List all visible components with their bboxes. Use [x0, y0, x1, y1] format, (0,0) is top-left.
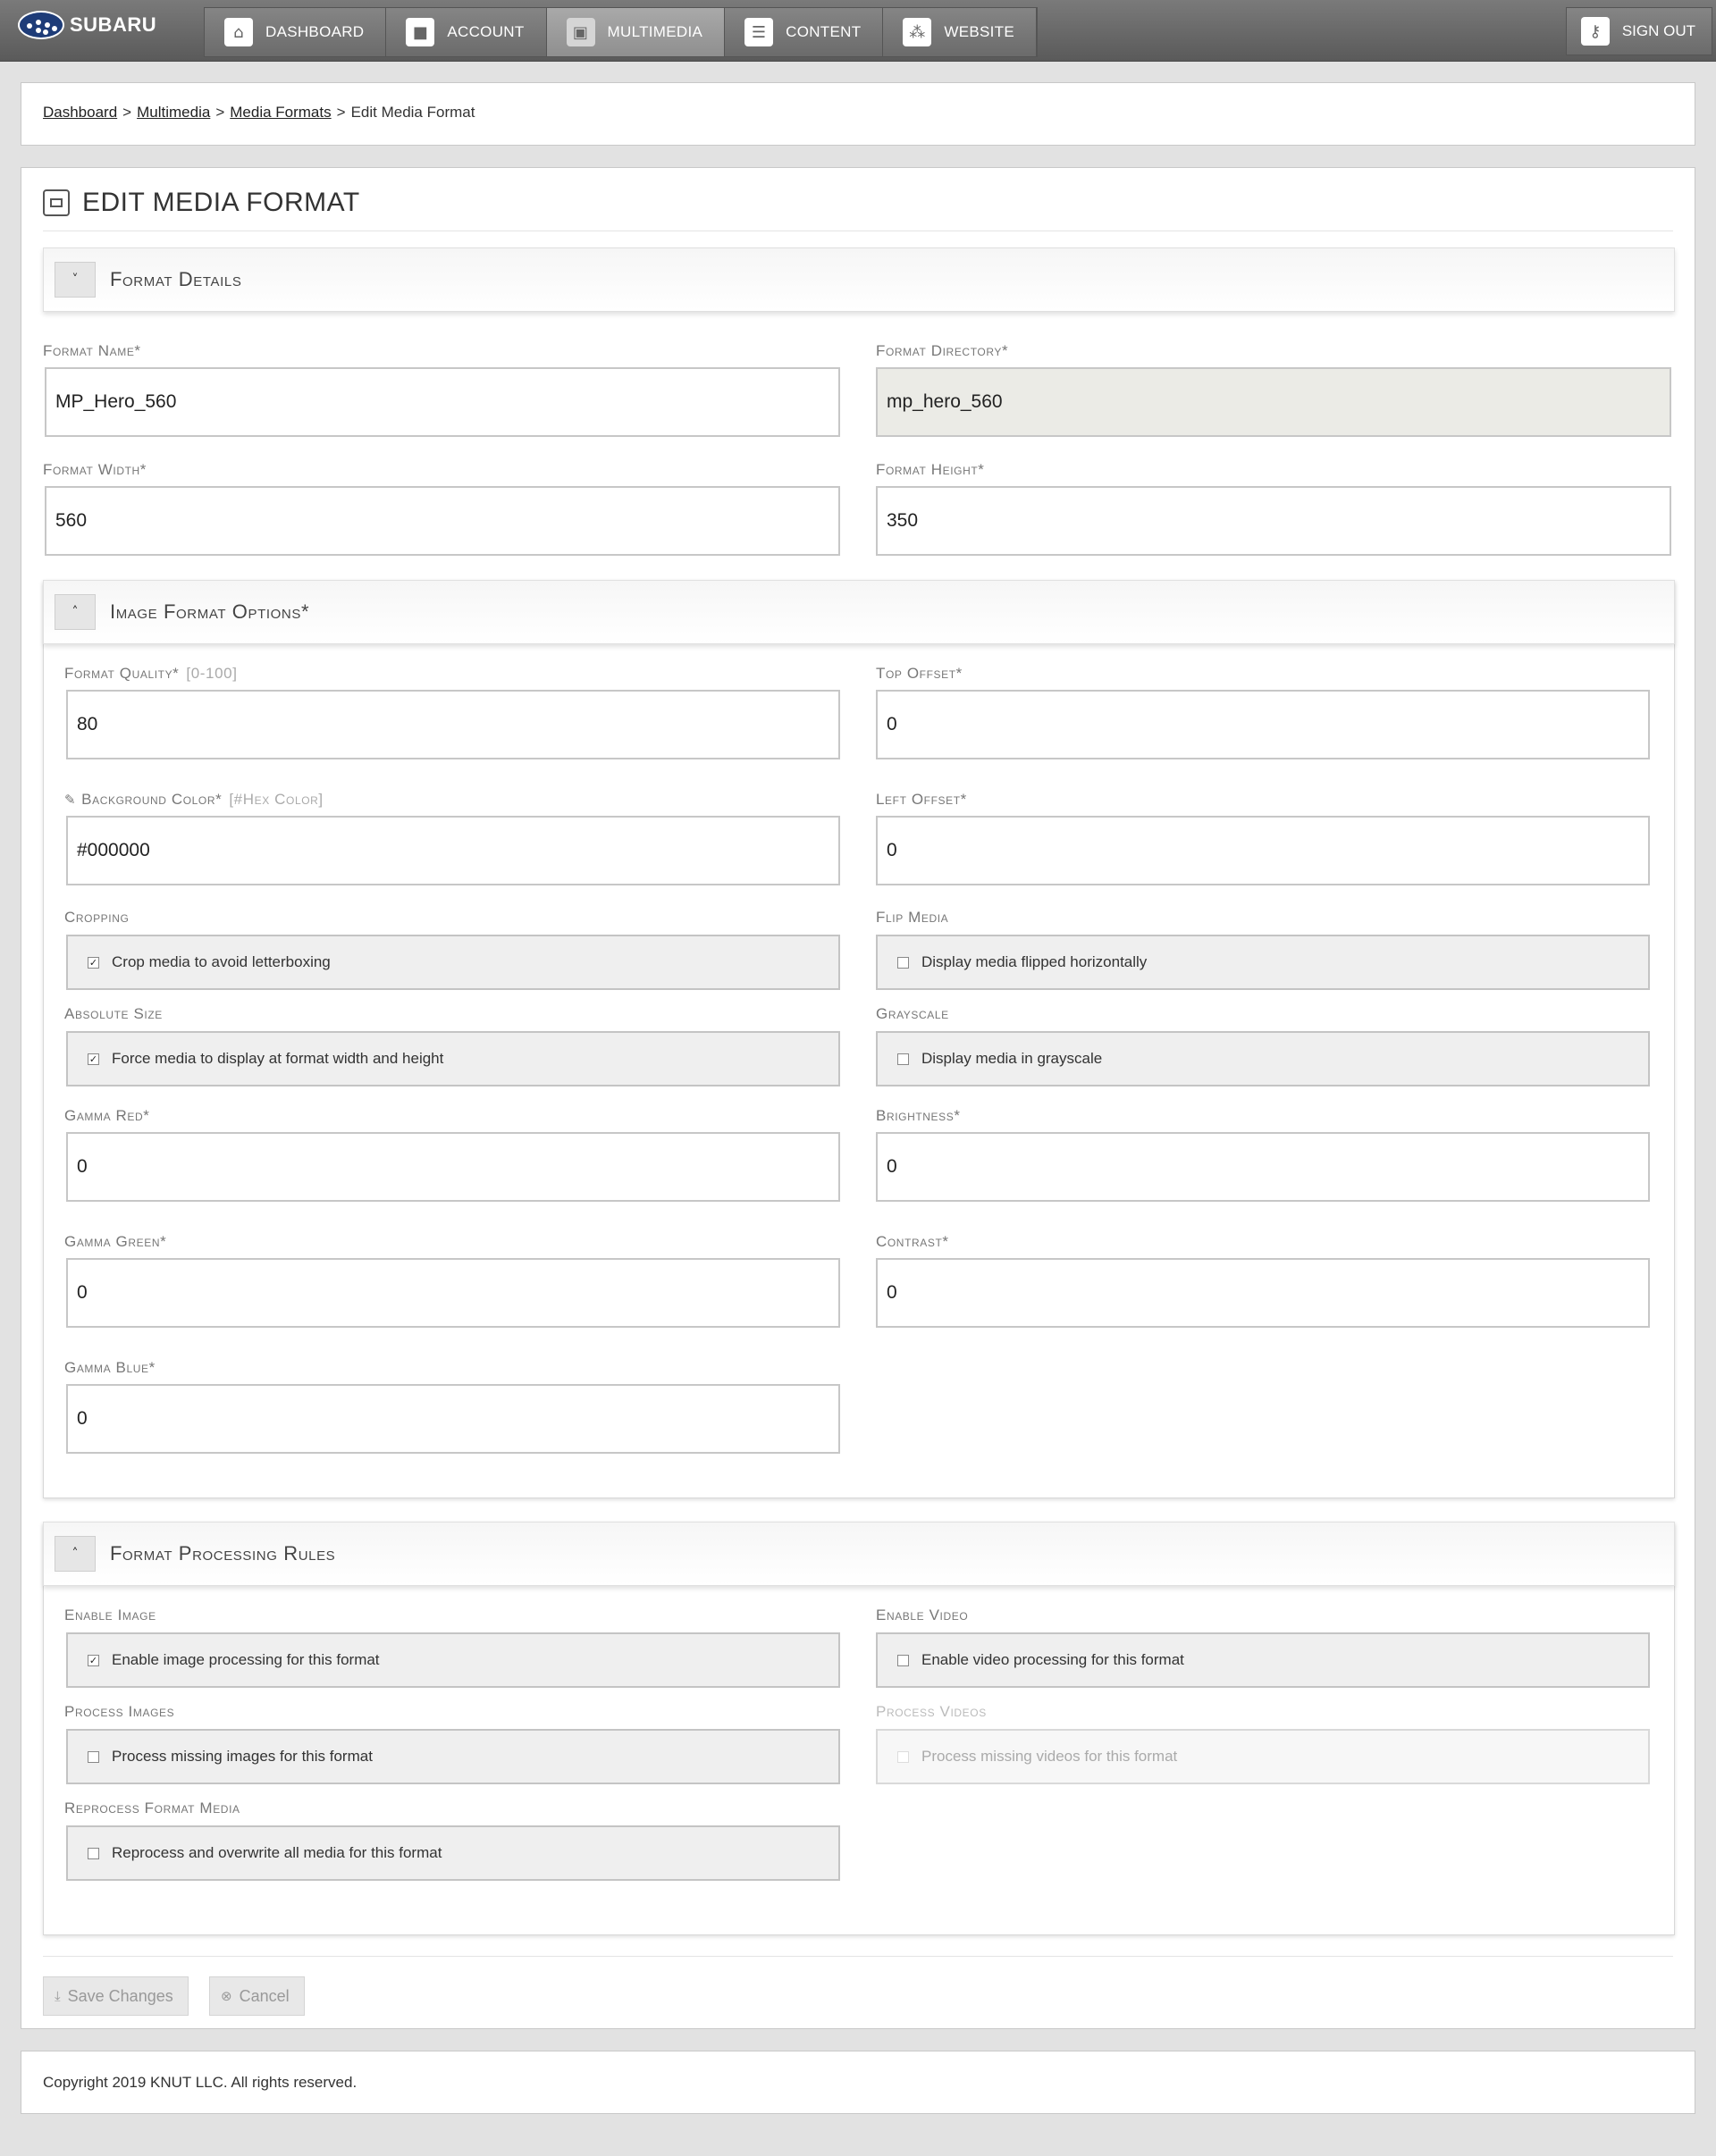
subaru-stars-logo-icon [18, 11, 64, 39]
format-directory-label: Format Directory* [876, 342, 1009, 359]
main-panel [21, 167, 1695, 2029]
nav-item-label: DASHBOARD [265, 23, 365, 40]
sign-out-label: SIGN OUT [1621, 22, 1695, 39]
breadcrumb-link-dashboard[interactable]: Dashboard [43, 104, 118, 121]
collapse-toggle-button[interactable]: ˄ [55, 1536, 96, 1572]
checkbox-label: Enable image processing for this format [112, 1651, 380, 1668]
download-icon: ⤓ [55, 1988, 61, 2004]
media-icon: ▣ [567, 18, 595, 46]
gamma-blue-input[interactable] [66, 1384, 840, 1454]
format-directory-input[interactable] [876, 367, 1671, 437]
document-icon: ☰ [744, 18, 773, 46]
gamma-green-label: Gamma Green* [64, 1233, 167, 1250]
nav-item-label: ACCOUNT [447, 23, 525, 40]
format-quality-hint: [0-100] [186, 665, 238, 682]
save-changes-label: Save Changes [67, 1986, 173, 2005]
checkbox-unchecked-icon [897, 1751, 909, 1763]
gamma-red-input[interactable] [66, 1132, 840, 1202]
checkbox-label: Process missing images for this format [112, 1748, 373, 1765]
close-circle-icon: ⊗ [221, 1988, 232, 2004]
process-images-checkbox[interactable] [66, 1729, 840, 1784]
absolute-size-label: Absolute Size [64, 1005, 163, 1022]
eyedropper-icon[interactable]: ✎ [64, 792, 77, 808]
format-height-label: Format Height* [876, 461, 985, 478]
footer [21, 2051, 1695, 2114]
cropping-checkbox[interactable] [66, 935, 840, 990]
process-images-label: Process Images [64, 1703, 175, 1720]
top-navigation-bar [0, 0, 1716, 62]
gamma-red-label: Gamma Red* [64, 1107, 150, 1124]
checkbox-unchecked-icon[interactable] [897, 1655, 909, 1666]
top-offset-input[interactable] [876, 690, 1650, 759]
breadcrumb-current: Edit Media Format [350, 104, 475, 121]
format-name-input[interactable] [45, 367, 840, 437]
checkbox-label: Display media flipped horizontally [921, 953, 1148, 970]
gamma-blue-label: Gamma Blue* [64, 1359, 156, 1376]
checkbox-unchecked-icon[interactable] [897, 957, 909, 969]
save-changes-button[interactable] [43, 1976, 189, 2016]
main-nav [204, 7, 1038, 57]
background-color-label-text: Background Color* [81, 791, 223, 808]
format-quality-label-text: Format Quality* [64, 665, 180, 682]
format-width-input[interactable] [45, 486, 840, 556]
flip-media-label: Flip Media [876, 909, 949, 926]
background-color-input[interactable] [66, 816, 840, 885]
brand-name: SUBARU [70, 13, 157, 36]
section-title: Format Processing Rules [110, 1542, 336, 1565]
checkbox-label: Display media in grayscale [921, 1050, 1103, 1067]
enable-image-label: Enable Image [64, 1607, 156, 1623]
media-format-icon [43, 189, 70, 216]
divider [43, 1956, 1673, 1957]
grayscale-checkbox[interactable] [876, 1031, 1650, 1086]
enable-video-checkbox[interactable] [876, 1632, 1650, 1688]
reprocess-format-media-label: Reprocess Format Media [64, 1799, 240, 1816]
left-offset-input[interactable] [876, 816, 1650, 885]
background-color-label [64, 791, 324, 809]
section-header-format-processing-rules [43, 1522, 1675, 1586]
process-videos-checkbox [876, 1729, 1650, 1784]
checkbox-unchecked-icon[interactable] [897, 1053, 909, 1065]
copyright-text: Copyright 2019 KNUT LLC. All rights reserved. [43, 2074, 358, 2091]
checkbox-label: Process missing videos for this format [921, 1748, 1178, 1765]
nav-item-content[interactable] [725, 8, 883, 56]
section-title: Image Format Options* [110, 600, 310, 623]
contrast-label: Contrast* [876, 1233, 949, 1250]
checkbox-label: Crop media to avoid letterboxing [112, 953, 331, 970]
sign-out-button[interactable] [1566, 7, 1712, 55]
breadcrumb-link-media-formats[interactable]: Media Formats [230, 104, 332, 121]
nav-item-website[interactable] [883, 8, 1037, 56]
nav-item-label: MULTIMEDIA [607, 23, 703, 40]
format-name-label: Format Name* [43, 342, 141, 359]
gamma-green-input[interactable] [66, 1258, 840, 1328]
format-height-input[interactable] [876, 486, 1671, 556]
checkbox-checked-icon[interactable]: ✓ [88, 956, 98, 969]
page-title-text: EDIT MEDIA FORMAT [82, 188, 360, 217]
nav-item-dashboard[interactable] [205, 8, 386, 56]
flip-media-checkbox[interactable] [876, 935, 1650, 990]
nav-item-account[interactable] [386, 8, 546, 56]
nav-item-label: WEBSITE [944, 23, 1014, 40]
checkbox-checked-icon[interactable]: ✓ [88, 1654, 98, 1666]
checkbox-unchecked-icon[interactable] [88, 1751, 99, 1763]
checkbox-label: Reprocess and overwrite all media for this format [112, 1844, 442, 1861]
page-title [43, 188, 360, 218]
absolute-size-checkbox[interactable] [66, 1031, 840, 1086]
enable-image-checkbox[interactable] [66, 1632, 840, 1688]
sitemap-icon: ⁂ [903, 18, 931, 46]
left-offset-label: Left Offset* [876, 791, 967, 808]
section-title: Format Details [110, 268, 242, 290]
format-quality-label [64, 665, 238, 683]
background-color-hint: [#Hex Color] [229, 791, 324, 808]
brightness-label: Brightness* [876, 1107, 961, 1124]
breadcrumb [43, 104, 1673, 122]
checkbox-unchecked-icon[interactable] [88, 1848, 99, 1859]
contrast-input[interactable] [876, 1258, 1650, 1328]
brand-logo[interactable] [18, 11, 156, 39]
breadcrumb-separator: > [336, 104, 346, 121]
reprocess-format-media-checkbox[interactable] [66, 1825, 840, 1881]
home-icon: ⌂ [224, 18, 253, 46]
checkbox-checked-icon[interactable]: ✓ [88, 1053, 98, 1065]
checkbox-label: Enable video processing for this format [921, 1651, 1184, 1668]
key-icon: ⚷ [1581, 17, 1610, 46]
checkbox-label: Force media to display at format width and height [112, 1050, 444, 1067]
top-offset-label: Top Offset* [876, 665, 963, 682]
lock-icon: ■ [406, 18, 434, 46]
nav-item-multimedia[interactable] [547, 8, 726, 56]
cancel-button[interactable] [209, 1976, 305, 2016]
breadcrumb-panel [21, 82, 1695, 146]
section-header-format-details [43, 247, 1675, 312]
format-quality-input[interactable] [66, 690, 840, 759]
collapse-toggle-button[interactable]: ˄ [55, 594, 96, 630]
grayscale-label: Grayscale [876, 1005, 949, 1022]
enable-video-label: Enable Video [876, 1607, 969, 1623]
cancel-label: Cancel [239, 1986, 290, 2005]
section-header-image-format-options [43, 580, 1675, 644]
breadcrumb-separator: > [122, 104, 132, 121]
cropping-label: Cropping [64, 909, 130, 926]
nav-item-label: CONTENT [786, 23, 862, 40]
collapse-toggle-button[interactable]: ˅ [55, 262, 96, 298]
breadcrumb-link-multimedia[interactable]: Multimedia [137, 104, 211, 121]
breadcrumb-separator: > [215, 104, 225, 121]
format-width-label: Format Width* [43, 461, 147, 478]
process-videos-label: Process Videos [876, 1703, 987, 1720]
brightness-input[interactable] [876, 1132, 1650, 1202]
